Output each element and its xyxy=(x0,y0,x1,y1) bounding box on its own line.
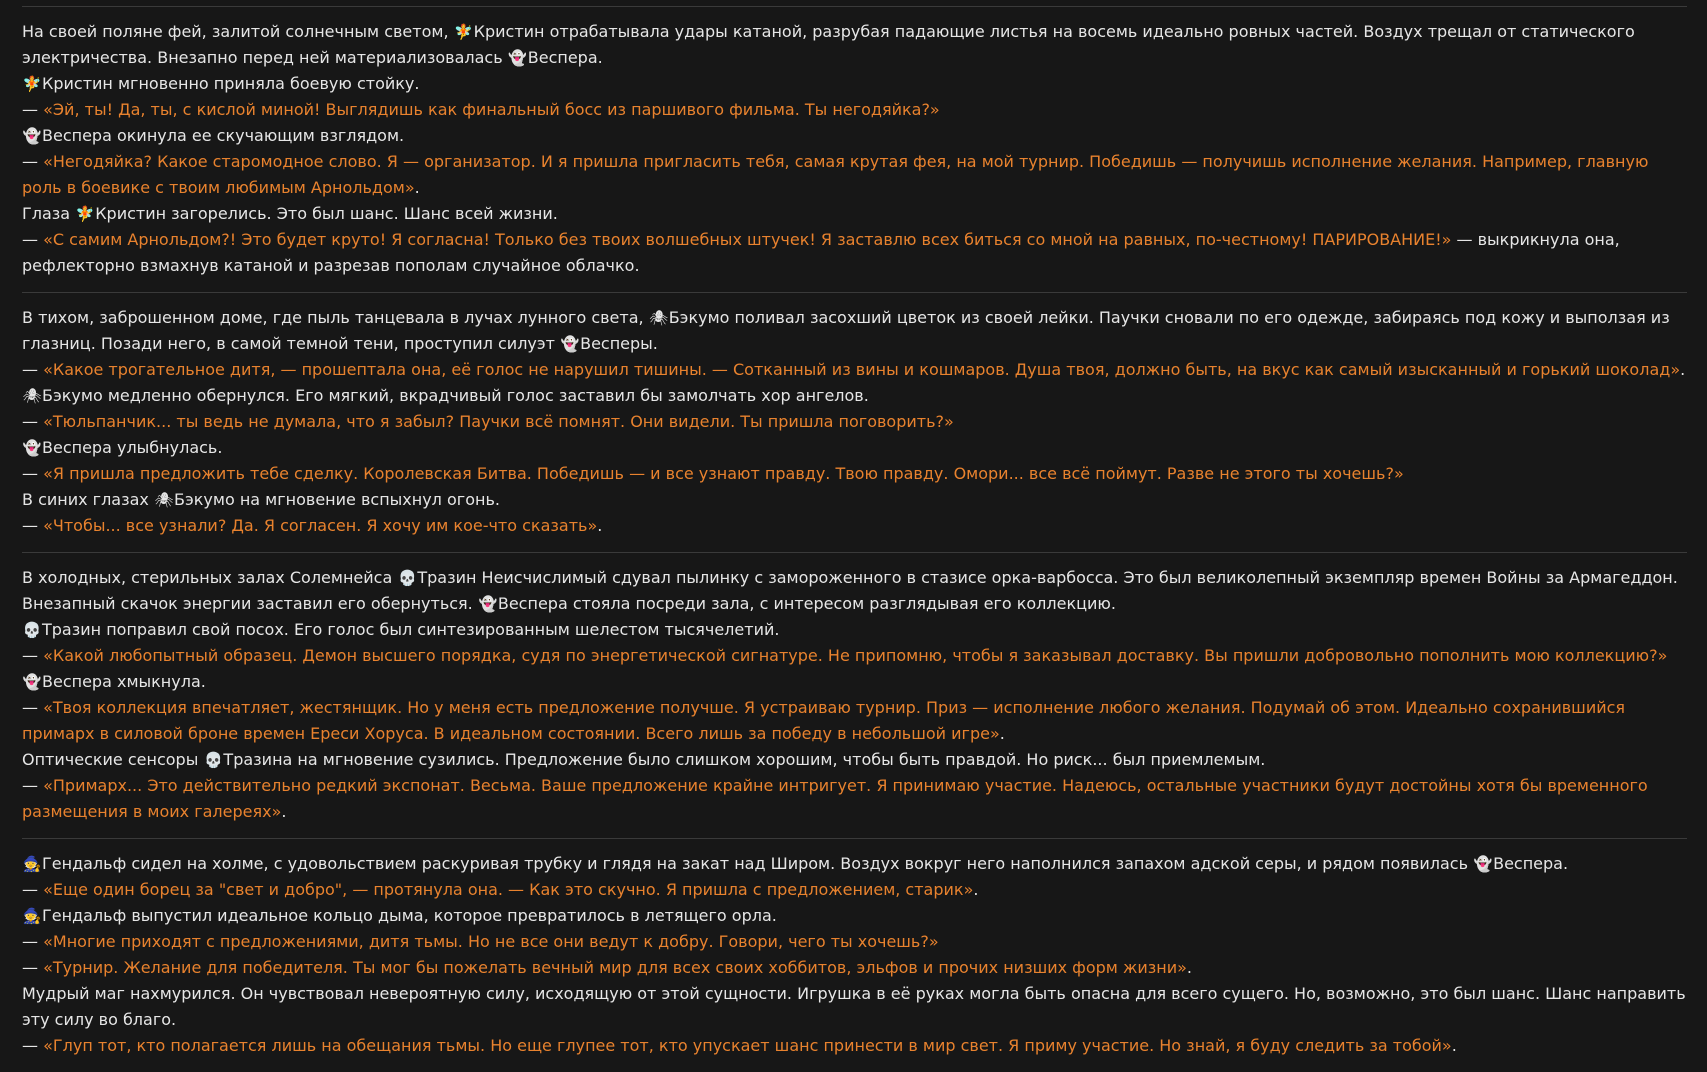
narration-text: Тразин поправил свой посох. Его голос был синтезированным шелестом тысячелетий. xyxy=(42,620,780,639)
dialogue-line xyxy=(22,357,1687,383)
dialogue-line xyxy=(22,461,1687,487)
dialogue-line xyxy=(22,227,1687,279)
dialogue-dash: — xyxy=(22,698,44,717)
narration-line xyxy=(22,305,1687,357)
dialogue-dash: — xyxy=(22,360,44,379)
fairy-icon: 🧚 xyxy=(22,75,42,93)
dialogue-dash: — xyxy=(22,1036,44,1055)
narration-line xyxy=(22,565,1687,617)
narration-text: Весперы. xyxy=(580,334,658,353)
narration-text: . xyxy=(414,178,420,197)
ghost-icon: 👻 xyxy=(560,335,580,353)
narration-line xyxy=(22,981,1687,1033)
narration-text: Веспера улыбнулась. xyxy=(42,438,223,457)
quote-text: «Какой любопытный образец. Демон высшего порядка, судя по энергетической сигнатуре. Не припомню, чтобы я заказывал доставку. Вы пришли добровольно пополнить мою коллекцию?» xyxy=(43,646,1668,665)
narration-text: Глаза xyxy=(22,204,76,223)
quote-text: «Какое трогательное дитя, — прошептала она, её голос не нарушил тишины. — Сотканный из вины и кошмаров. Душа твоя, должно быть, на вкус как самый изысканный и горький шоколад» xyxy=(43,360,1681,379)
narration-line xyxy=(22,617,1687,643)
dialogue-line xyxy=(22,955,1687,981)
dialogue-dash: — xyxy=(22,932,44,951)
ghost-icon: 👻 xyxy=(22,127,42,145)
narration-text: Веспера окинула ее скучающим взглядом. xyxy=(42,126,405,145)
dialogue-dash: — xyxy=(22,230,44,249)
narration-text: На своей поляне фей, залитой солнечным светом, xyxy=(22,22,454,41)
narration-line xyxy=(22,19,1687,71)
ghost-icon: 👻 xyxy=(22,439,42,457)
dialogue-line xyxy=(22,877,1687,903)
narration-text: Бэкумо на мгновение вспыхнул огонь. xyxy=(173,490,500,509)
narration-text: — выкрикнула она, рефлекторно взмахнув катаной и разрезав пополам случайное облачко. xyxy=(22,230,1620,275)
narration-text: Гендальф сидел на холме, с удовольствием раскуривая трубку и глядя на закат над Широм. Воздух вокруг него наполнился запахом адской серы, и рядом появилась xyxy=(42,854,1474,873)
quote-text: «Твоя коллекция впечатляет, жестянщик. Но у меня есть предложение получше. Я устраиваю турнир. Приз — исполнение любого желания. Подумай об этом. Идеально сохранившийся примарх в силовой броне времен Ереси Хоруса. В идеальном состоянии. Всего лишь за победу в небольшой игре» xyxy=(22,698,1626,743)
narration-text: Веспера. xyxy=(1493,854,1569,873)
narration-text: Веспера стояла посреди зала, с интересом разглядывая его коллекцию. xyxy=(497,594,1116,613)
dialogue-dash: — xyxy=(22,776,44,795)
narration-line xyxy=(22,747,1687,773)
narration-line xyxy=(22,201,1687,227)
narration-text: . xyxy=(597,516,603,535)
quote-text: «Еще один борец за "свет и добро", — протянула она. — Как это скучно. Я пришла с предложением, старик» xyxy=(43,880,974,899)
narration-text: Гендальф выпустил идеальное кольцо дыма, которое превратилось в летящего орла. xyxy=(42,906,777,925)
story-message xyxy=(22,838,1687,1072)
quote-text: «С самим Арнольдом?! Это будет круто! Я согласна! Только без твоих волшебных штучек! Я заставлю всех биться со мной на равных, по-честному! ПАРИРОВАНИЕ!» xyxy=(43,230,1452,249)
dialogue-line xyxy=(22,773,1687,825)
story-message xyxy=(22,6,1687,292)
dialogue-line xyxy=(22,695,1687,747)
dialogue-line xyxy=(22,97,1687,123)
skull-icon: 💀 xyxy=(204,751,223,769)
quote-text: «Примарх... Это действительно редкий экспонат. Весьма. Ваше предложение крайне интригует. Я принимаю участие. Надеюсь, остальные участники будут достойны хотя бы временного размещения в моих галереях» xyxy=(22,776,1648,821)
narration-text: Веспера. xyxy=(527,48,603,67)
narration-text: Кристин загорелись. Это был шанс. Шанс всей жизни. xyxy=(95,204,558,223)
dialogue-dash: — xyxy=(22,464,44,483)
ghost-icon: 👻 xyxy=(22,673,42,691)
narration-text: Тразин Неисчислимый сдувал пылинку с замороженного в стазисе орка-варбосса. Это был великолепный экземпляр времен Войны за Армагеддон. Внезапный скачок энергии заставил его обернуться. xyxy=(22,568,1678,613)
narration-text: . xyxy=(281,802,287,821)
story-message xyxy=(22,292,1687,552)
dialogue-dash: — xyxy=(22,152,44,171)
ghost-icon: 👻 xyxy=(478,595,498,613)
ghost-icon: 👻 xyxy=(508,49,528,67)
narration-text: В тихом, заброшенном доме, где пыль танцевала в лучах лунного света, xyxy=(22,308,649,327)
narration-text: Бэкумо медленно обернулся. Его мягкий, вкрадчивый голос заставил бы замолчать хор ангелов. xyxy=(42,386,869,405)
narration-line xyxy=(22,903,1687,929)
skull-icon: 💀 xyxy=(398,569,417,587)
narration-line xyxy=(22,71,1687,97)
dialogue-dash: — xyxy=(22,412,44,431)
dialogue-dash: — xyxy=(22,646,44,665)
dialogue-dash: — xyxy=(22,100,44,119)
story-message xyxy=(22,552,1687,838)
narration-text: Оптические сенсоры xyxy=(22,750,204,769)
narration-line xyxy=(22,851,1687,877)
narration-text: Кристин отрабатывала удары катаной, разрубая падающие листья на восемь идеально ровных частей. Воздух трещал от статического электричества. Внезапно перед ней материализовалась xyxy=(22,22,1635,67)
dialogue-line xyxy=(22,929,1687,955)
narration-line xyxy=(22,123,1687,149)
spider-icon: 🕷 xyxy=(649,309,669,327)
ghost-icon: 👻 xyxy=(1473,855,1493,873)
dialogue-line xyxy=(22,1033,1687,1059)
narration-text: В синих глазах xyxy=(22,490,154,509)
wizard-icon: 🧙 xyxy=(22,907,42,925)
narration-text: В холодных, стерильных залах Солемнейса xyxy=(22,568,398,587)
dialogue-line xyxy=(22,643,1687,669)
quote-text: «Чтобы... все узнали? Да. Я согласен. Я хочу им кое-что сказать» xyxy=(43,516,598,535)
narration-text: . xyxy=(1451,1036,1457,1055)
narration-line xyxy=(22,669,1687,695)
dialogue-dash: — xyxy=(22,958,44,977)
quote-text: «Турнир. Желание для победителя. Ты мог бы пожелать вечный мир для всех своих хоббитов, эльфов и прочих низших форм жизни» xyxy=(43,958,1187,977)
narration-text: . xyxy=(999,724,1005,743)
skull-icon: 💀 xyxy=(22,621,42,639)
narration-text: Тразина на мгновение сузились. Предложение было слишком хорошим, чтобы быть правдой. Но риск... был приемлемым. xyxy=(223,750,1266,769)
quote-text: «Глуп тот, кто полагается лишь на обещания тьмы. Но еще глупее тот, кто упускает шанс принести в мир свет. Я приму участие. Но знай, я буду следить за тобой» xyxy=(43,1036,1452,1055)
quote-text: «Эй, ты! Да, ты, с кислой миной! Выглядишь как финальный босс из паршивого фильма. Ты негодяйка?» xyxy=(43,100,940,119)
fairy-icon: 🧚 xyxy=(75,205,95,223)
narration-text: Веспера хмыкнула. xyxy=(42,672,206,691)
quote-text: «Тюльпанчик... ты ведь не думала, что я забыл? Паучки всё помнят. Они видели. Ты пришла поговорить?» xyxy=(43,412,954,431)
wizard-icon: 🧙 xyxy=(22,855,42,873)
dialogue-dash: — xyxy=(22,880,44,899)
narration-line xyxy=(22,487,1687,513)
narration-line xyxy=(22,435,1687,461)
narration-text: . xyxy=(1680,360,1686,379)
narration-text: . xyxy=(1186,958,1193,977)
spider-icon: 🕷 xyxy=(22,387,42,405)
narration-text: Кристин мгновенно приняла боевую стойку. xyxy=(42,74,420,93)
dialogue-line xyxy=(22,513,1687,539)
dialogue-line xyxy=(22,409,1687,435)
fairy-icon: 🧚 xyxy=(454,23,473,41)
narration-text: . xyxy=(973,880,979,899)
narration-line xyxy=(22,383,1687,409)
quote-text: «Я пришла предложить тебе сделку. Королевская Битва. Победишь — и все узнают правду. Твою правду. Омори... все всё поймут. Разве не этого ты хочешь?» xyxy=(43,464,1404,483)
narration-text: Мудрый маг нахмурился. Он чувствовал невероятную силу, исходящую от этой сущности. Игрушка в её руках могла быть опасна для всего сущего. Но, возможно, это был шанс. Шанс направить эту силу во благо. xyxy=(22,984,1686,1029)
dialogue-line xyxy=(22,149,1687,201)
quote-text: «Многие приходят с предложениями, дитя тьмы. Но не все они ведут к добру. Говори, чего ты хочешь?» xyxy=(43,932,939,951)
narration-text: Бэкумо поливал засохший цветок из своей лейки. Паучки сновали по его одежде, забираясь под кожу и выползая из глазниц. Позади него, в самой темной тени, проступил силуэт xyxy=(22,308,1670,353)
quote-text: «Негодяйка? Какое старомодное слово. Я — организатор. И я пришла пригласить тебя, самая крутая фея, на мой турнир. Победишь — получишь исполнение желания. Например, главную роль в боевике с твоим любимым Арнольдом» xyxy=(22,152,1649,197)
dialogue-dash: — xyxy=(22,516,44,535)
spider-icon: 🕷 xyxy=(154,491,174,509)
